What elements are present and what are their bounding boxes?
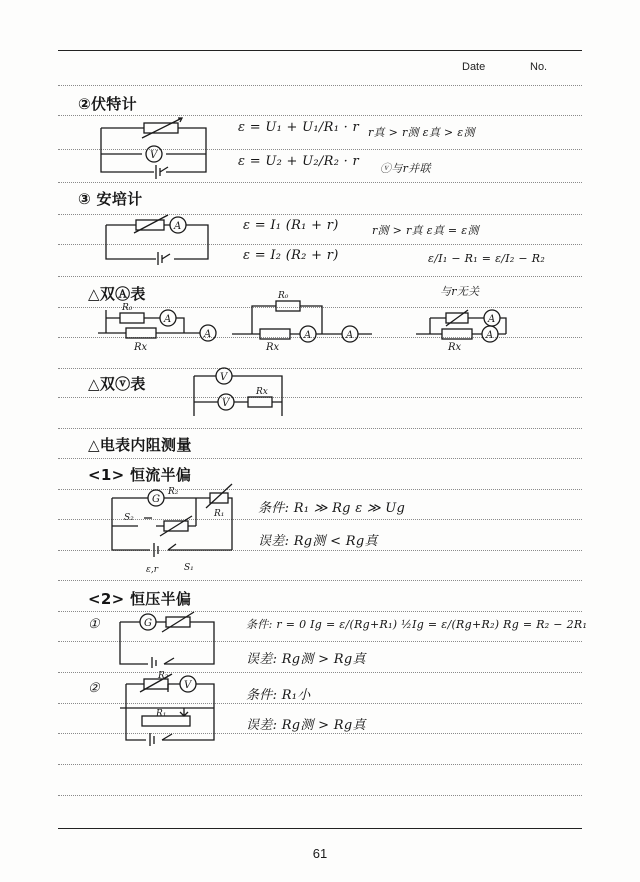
internal-resistance-title: △电表内阻测量 [88,436,192,454]
voltage-half-item2-err: 误差: Rg测 > Rg真 [246,718,366,733]
svg-text:V: V [184,680,192,691]
voltage-half-title: <2> 恒压半偏 [88,590,192,608]
svg-text:S₂: S₂ [124,513,134,523]
svg-text:V: V [222,398,230,409]
svg-text:R₁: R₁ [214,509,225,519]
voltage-half-item1-err: 误差: Rg测 > Rg真 [246,652,366,667]
double-ammeter-circuit-1 [96,300,216,352]
current-half-cond: 条件: R₁ ≫ Rg ε ≫ Ug [258,501,406,516]
voltage-half-item2-cond: 条件: R₁小 [246,688,311,703]
svg-text:R₂: R₂ [158,671,169,681]
svg-text:Rx: Rx [134,342,148,353]
double-ammeter-circuit-2 [232,291,372,353]
svg-text:Rx: Rx [256,387,268,397]
svg-text:A: A [164,314,172,325]
ammeter-note1: r测 > r真 ε真 = ε测 [372,224,479,237]
current-half-circuit [110,478,240,574]
double-voltmeter-title: △双ⓥ表 [88,375,146,393]
svg-text:R₀: R₀ [122,303,133,313]
no-label: No. [530,61,548,73]
ammeter-circuit [104,213,214,265]
ammeter-eq1: ε = I₁ (R₁ + r) [243,218,339,233]
svg-text:R₁: R₁ [156,709,167,719]
page-number: 61 [312,846,328,861]
svg-text:A: A [304,330,312,341]
ammeter-eq2: ε = I₂ (R₂ + r) [243,248,339,263]
bottom-rule [58,828,582,829]
date-label: Date [462,61,486,73]
svg-text:G: G [152,494,160,505]
voltmeter-title: ②伏特计 [78,95,137,113]
svg-text:R₀: R₀ [278,291,289,301]
double-ammeter-note: 与r无关 [440,285,480,298]
svg-text:A: A [346,330,354,341]
svg-text:A: A [488,314,496,325]
svg-text:G: G [144,618,152,629]
svg-text:ε,r: ε,r [146,565,158,575]
ammeter-title: ③ 安培计 [78,190,143,208]
svg-text:A: A [486,330,494,341]
double-ammeter-circuit-3 [416,300,516,352]
voltage-half-circuit-1 [118,612,218,668]
svg-text:Rx: Rx [448,342,462,353]
voltage-half-circuit-2 [118,672,218,746]
double-voltmeter-circuit [192,366,288,418]
voltmeter-note1: r真 > r测 ε真 > ε测 [368,126,475,139]
voltage-half-item1-cond: 条件: r = 0 Ig = ε/(Rg+R₁) ½Ig = ε/(Rg+R₂) Rg = R₂ − 2R₁ [246,618,588,631]
svg-text:S₁: S₁ [184,563,194,573]
svg-text:A: A [174,221,182,232]
voltage-half-item2-marker: ② [88,681,100,696]
svg-text:V: V [220,372,228,383]
voltmeter-circuit [96,120,216,180]
voltage-half-item1-marker: ① [88,617,100,632]
top-rule [58,50,582,51]
current-half-title: <1> 恒流半偏 [88,466,192,484]
voltmeter-note2: ⓥ与r并联 [380,162,431,175]
ammeter-note2: ε/I₁ − R₁ = ε/I₂ − R₂ [428,252,546,265]
voltmeter-eq2: ε = U₂ + U₂/R₂ · r [238,154,360,169]
svg-text:R₂: R₂ [168,487,179,497]
double-ammeter-title: △双Ⓐ表 [88,285,146,303]
svg-text:V: V [150,150,158,161]
svg-text:Rx: Rx [266,342,280,353]
current-half-err: 误差: Rg测 < Rg真 [258,534,378,549]
voltmeter-eq1: ε = U₁ + U₁/R₁ · r [238,120,360,135]
svg-text:A: A [204,329,212,340]
